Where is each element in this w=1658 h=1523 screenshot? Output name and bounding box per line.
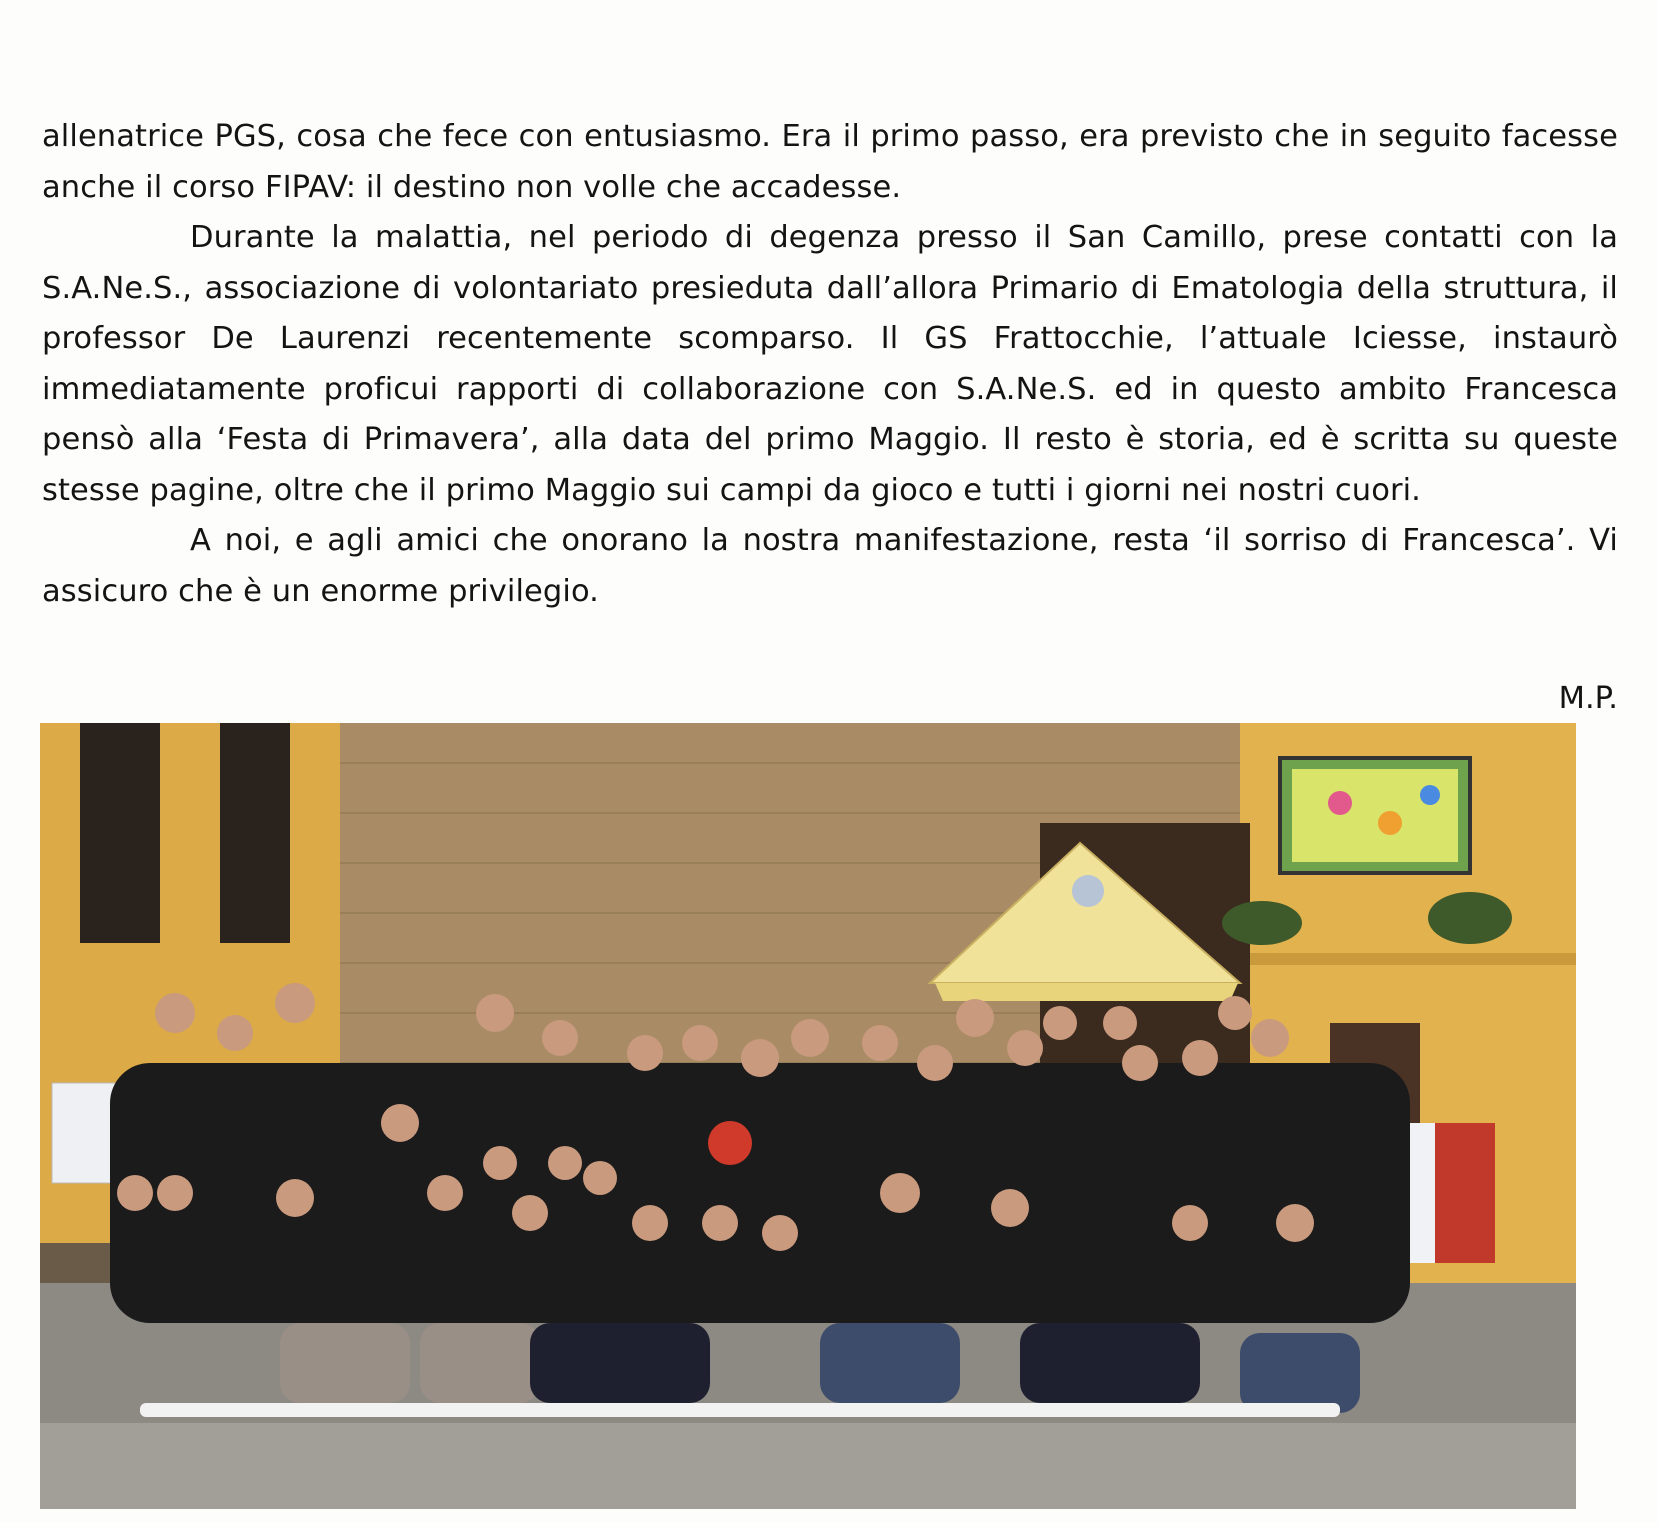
author-signature: M.P. [1558, 681, 1618, 716]
article-text [42, 112, 1618, 617]
paragraph-1: allenatrice PGS, cosa che fece con entusiasmo. Era il primo passo, era previsto che in seguito facesse anche il corso FIPAV: il destino non volle che accadesse. [42, 119, 1618, 205]
paragraph-2: Durante la malattia, nel periodo di degenza presso il San Camillo, prese contatti con la S.A.Ne.S., associazione di volontariato presieduta dall’allora Primario di Ematologia della struttura, il professor De Laurenzi recentemente scomparso. Il GS Frattocchie, l’attuale Iciesse, instaurò immediatamente proficui rapporti di collaborazione con S.A.Ne.S. ed in questo ambito Francesca pensò alla ‘Festa di Primavera’, alla data del primo Maggio. Il resto è storia, ed è scritta su queste stesse pagine, oltre che il primo Maggio sui campi da gioco e tutti i giorni nei nostri cuori. [42, 220, 1618, 508]
paragraph-3: A noi, e agli amici che onorano la nostra manifestazione, resta ‘il sorriso di Francesca’. Vi assicuro che è un enorme privilegio. [42, 523, 1618, 609]
group-photo [40, 723, 1576, 1509]
